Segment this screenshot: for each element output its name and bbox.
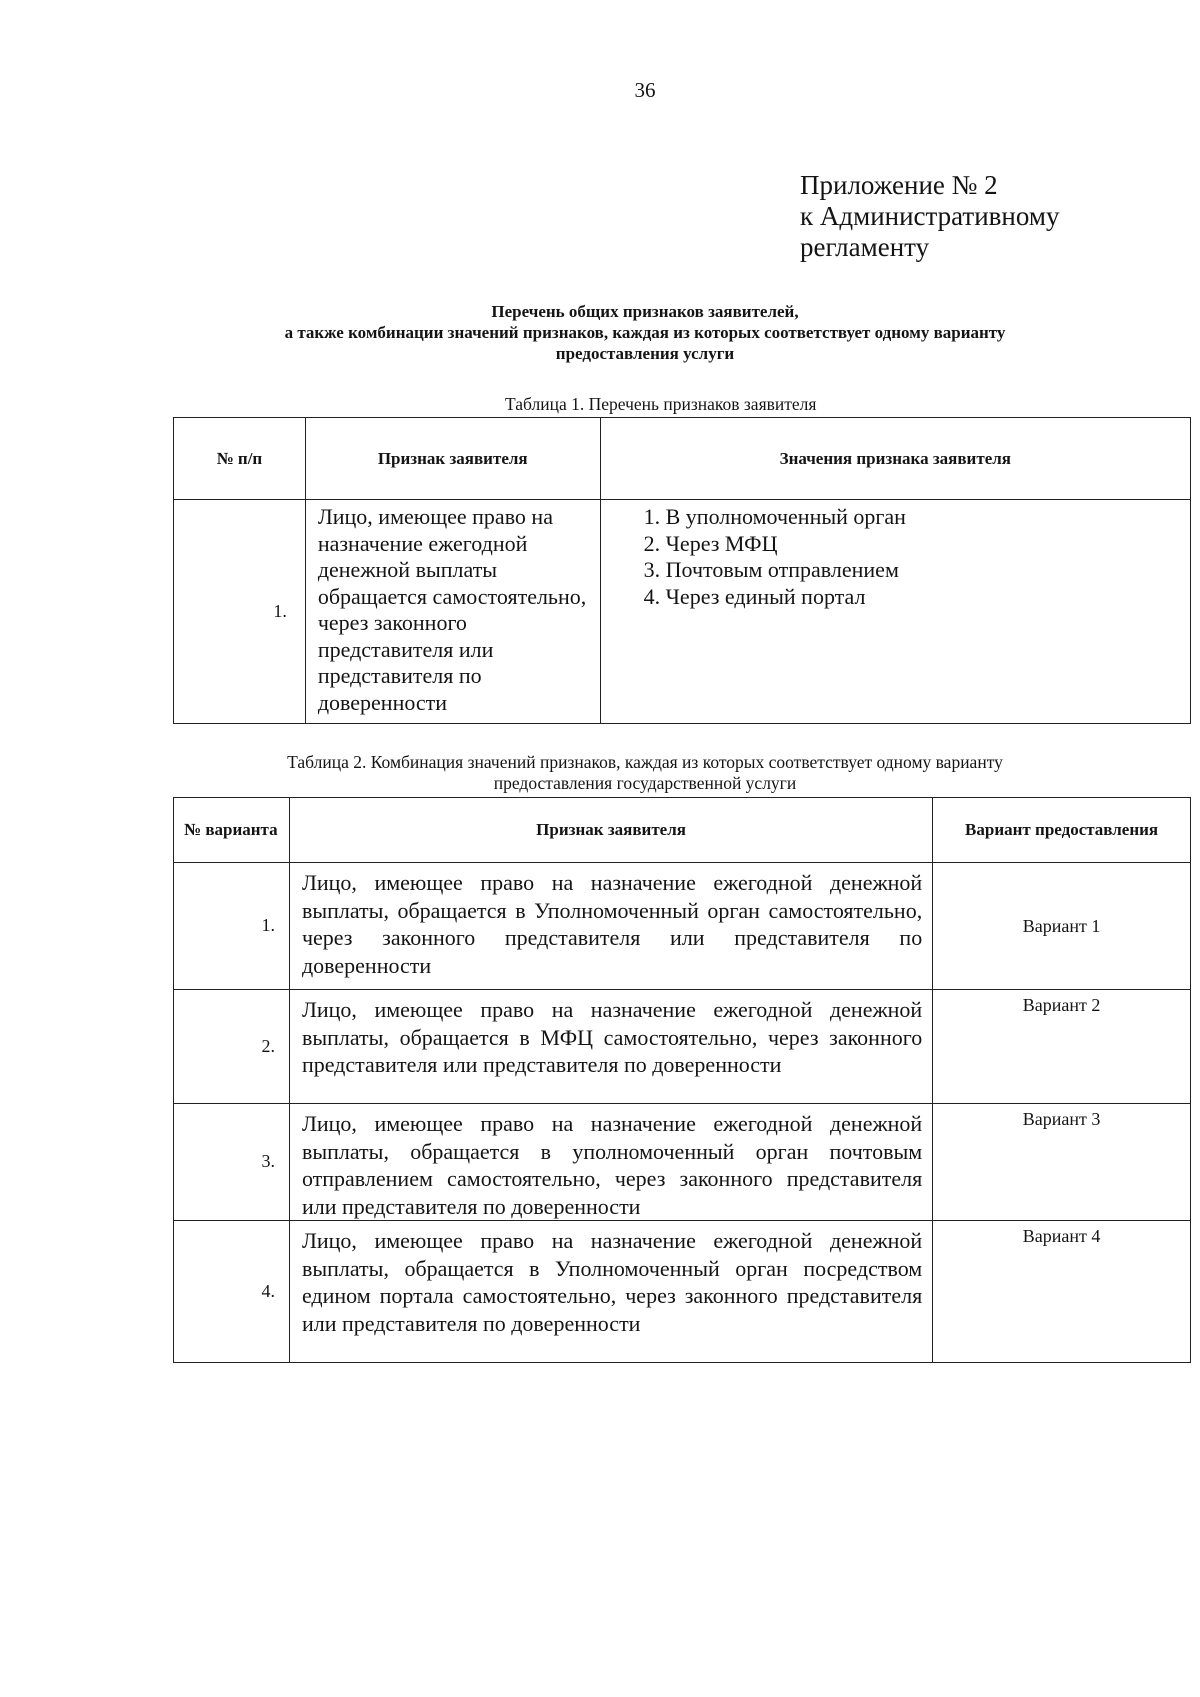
variant-cell: Вариант 4 [933,1221,1191,1363]
value-item: 2. Через МФЦ [643,530,778,556]
title-line-1: Перечень общих признаков заявителей, [491,302,799,321]
table2-caption-line-1: Таблица 2. Комбинация значений признаков, каждая из которых соответствует одному варианту [287,752,1003,772]
appendix-line-2: к Административному [800,201,1060,231]
variant-cell: Вариант 2 [933,990,1191,1104]
table2-caption-line-2: предоставления государственной услуги [493,773,797,793]
values-cell [600,500,1190,724]
row-number: 3. [174,1104,290,1221]
table2-header-row [174,798,1191,863]
feature-cell: Лицо, имеющее право на назначение ежегодной денежной выплаты, обращается в МФЦ самостоятельно, через законного представителя или представителя по доверенности [289,990,932,1104]
appendix-line-1: Приложение № 2 [800,170,998,200]
table2-header-num: № варианта [174,798,290,863]
row-number: 1. [174,500,306,724]
value-item: 3. Почтовым отправлением [643,557,899,582]
feature-cell: Лицо, имеющее право на назначение ежегодной денежной выплаты, обращается в Уполномоченный орган самостоятельно, через законного представителя или представителя по доверенности [289,863,932,990]
table-row [174,1221,1191,1363]
table1-caption: Таблица 1. Перечень признаков заявителя [505,394,817,414]
table-row [174,1104,1191,1221]
table1-header-num: № п/п [174,418,306,500]
page-number: 36 [634,78,656,102]
table2-header-variant: Вариант предоставления [933,798,1191,863]
table1-header-values: Значения признака заявителя [600,418,1190,500]
variant-cell: Вариант 1 [933,863,1191,990]
table-row [174,500,1191,724]
table-row [174,863,1191,990]
table1-header-row [174,418,1191,500]
document-title [0,301,1200,364]
applicant-features-table [173,417,1191,724]
value-item: 1. В уполномоченный орган [643,504,906,529]
row-number: 4. [174,1221,290,1363]
table1-header-feature: Признак заявителя [305,418,600,500]
feature-cell: Лицо, имеющее право на назначение ежегодной денежной выплаты, обращается в уполномоченный орган почтовым отправлением самостоятельно, через законного представителя или представителя по доверенности [289,1104,932,1221]
variant-combinations-table [173,797,1191,1363]
table2-caption [0,752,1200,794]
title-line-3: предоставления услуги [555,344,735,363]
value-item: 4. Через единый портал [643,583,866,609]
row-number: 2. [174,990,290,1104]
table-row [174,990,1191,1104]
table2-header-feature: Признак заявителя [289,798,932,863]
variant-cell: Вариант 3 [933,1104,1191,1221]
feature-cell: Лицо, имеющее право на назначение ежегодной денежной выплаты обращается самостоятельно, через законного представителя или представителя по доверенности [305,500,600,724]
appendix-line-3: регламенту [800,232,930,262]
row-number: 1. [174,863,290,990]
title-line-2: а также комбинации значений признаков, каждая из которых соответствует одному варианту [284,323,1006,342]
feature-cell: Лицо, имеющее право на назначение ежегодной денежной выплаты, обращается в Уполномоченный орган посредством едином портала самостоятельно, через законного представителя или представителя по доверенности [289,1221,932,1363]
appendix-heading [800,170,1059,263]
